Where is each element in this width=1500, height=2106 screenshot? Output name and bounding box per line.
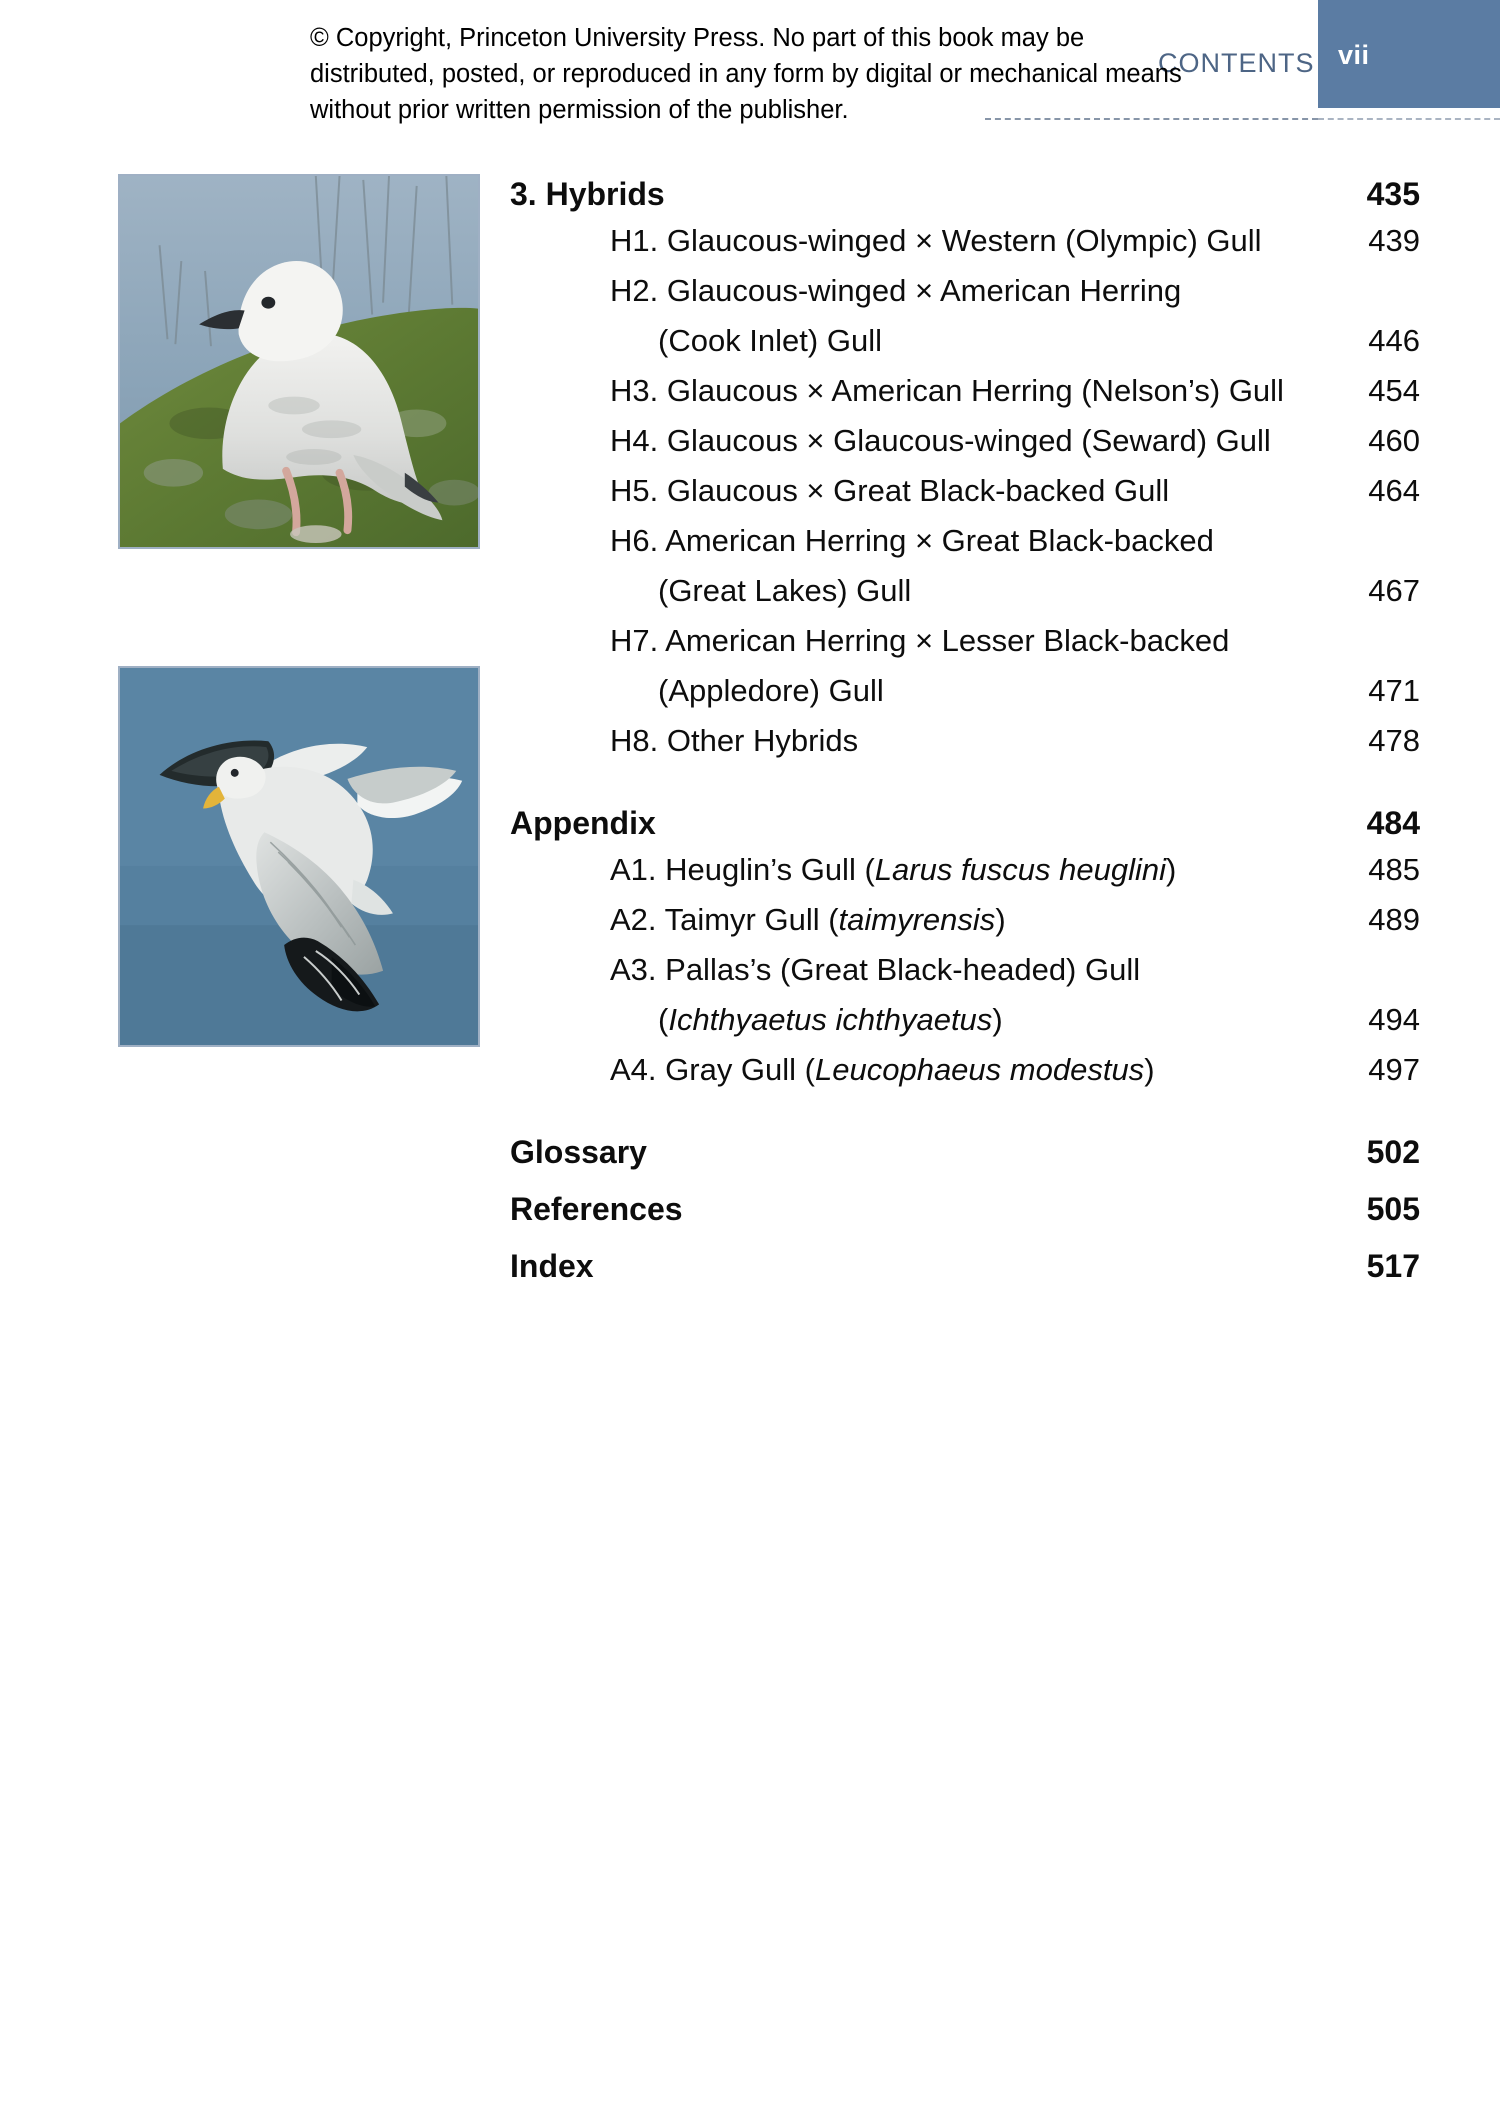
toc-entry-page: 485 <box>1368 852 1420 887</box>
toc-entry-label: H5. Glaucous × Great Black-backed Gull <box>610 473 1170 508</box>
toc-entry-page: 439 <box>1368 223 1420 258</box>
toc-entry-page: 454 <box>1368 373 1420 408</box>
toc-entry-label: H6. American Herring × Great Black-backed <box>610 523 1214 558</box>
toc-entry-label: A2. Taimyr Gull (taimyrensis) <box>610 902 1006 937</box>
toc-entry-page: 446 <box>1368 323 1420 358</box>
toc-entry-label: H8. Other Hybrids <box>610 723 859 758</box>
toc-entry-page: 484 <box>1366 805 1420 841</box>
copyright-watermark: © Copyright, Princeton University Press. No part of this book may be distributed, posted, or reproduced in any form by digital or mechanical means without prior written permission of the publisher. <box>310 24 1182 124</box>
toc-entry-label: A3. Pallas’s (Great Black-headed) Gull <box>610 952 1141 987</box>
toc-entry-label: A4. Gray Gull (Leucophaeus modestus) <box>610 1052 1155 1087</box>
toc-entry-label: H4. Glaucous × Glaucous-winged (Seward) Gull <box>610 423 1271 458</box>
toc-entry-page: 478 <box>1368 723 1420 758</box>
scientific-name: taimyrensis <box>838 902 996 937</box>
toc-entry-page: 497 <box>1368 1052 1420 1087</box>
toc-entry-label: Glossary <box>510 1134 647 1170</box>
scientific-name: Larus fuscus heuglini <box>874 852 1167 887</box>
toc-entry-label: (Cook Inlet) Gull <box>658 323 882 358</box>
toc-entry-label: (Appledore) Gull <box>658 673 884 708</box>
toc-entry-label: (Ichthyaetus ichthyaetus) <box>658 1002 1003 1037</box>
scientific-name: Leucophaeus modestus <box>815 1052 1145 1087</box>
toc-entry-page: 502 <box>1366 1134 1420 1170</box>
toc-entry-page: 435 <box>1366 176 1420 212</box>
toc-entry-page: 467 <box>1368 573 1420 608</box>
toc-entry-page: 494 <box>1368 1002 1420 1037</box>
toc-entry-label: H7. American Herring × Lesser Black-backed <box>610 623 1230 658</box>
toc-entry-page: 505 <box>1366 1191 1420 1227</box>
toc-entry-label: Appendix <box>510 805 656 841</box>
running-head: CONTENTS <box>1158 48 1315 78</box>
scientific-name: Ichthyaetus ichthyaetus <box>668 1002 993 1037</box>
standing-gull-photo <box>118 174 480 549</box>
toc-entry-label: (Great Lakes) Gull <box>658 573 912 608</box>
header-dashed-rule-right <box>1318 118 1500 120</box>
toc-entry-label: H1. Glaucous-winged × Western (Olympic) Gull <box>610 223 1262 258</box>
toc-entry-page: 489 <box>1368 902 1420 937</box>
flying-gull-photo <box>118 666 480 1047</box>
toc-entry-label: A1. Heuglin’s Gull (Larus fuscus heuglini) <box>610 852 1177 887</box>
toc-entry-label: References <box>510 1191 683 1227</box>
toc-entry-page: 464 <box>1368 473 1420 508</box>
toc-entry-label: H3. Glaucous × American Herring (Nelson’s) Gull <box>610 373 1284 408</box>
page-number: vii <box>1338 40 1370 70</box>
toc-entry-label: H2. Glaucous-winged × American Herring <box>610 273 1182 308</box>
toc-entry-label: Index <box>510 1248 594 1284</box>
toc-entry-label: 3. Hybrids <box>510 176 665 212</box>
toc-entry-page: 471 <box>1368 673 1420 708</box>
toc-entry-page: 460 <box>1368 423 1420 458</box>
toc-entry-page: 517 <box>1366 1248 1420 1284</box>
